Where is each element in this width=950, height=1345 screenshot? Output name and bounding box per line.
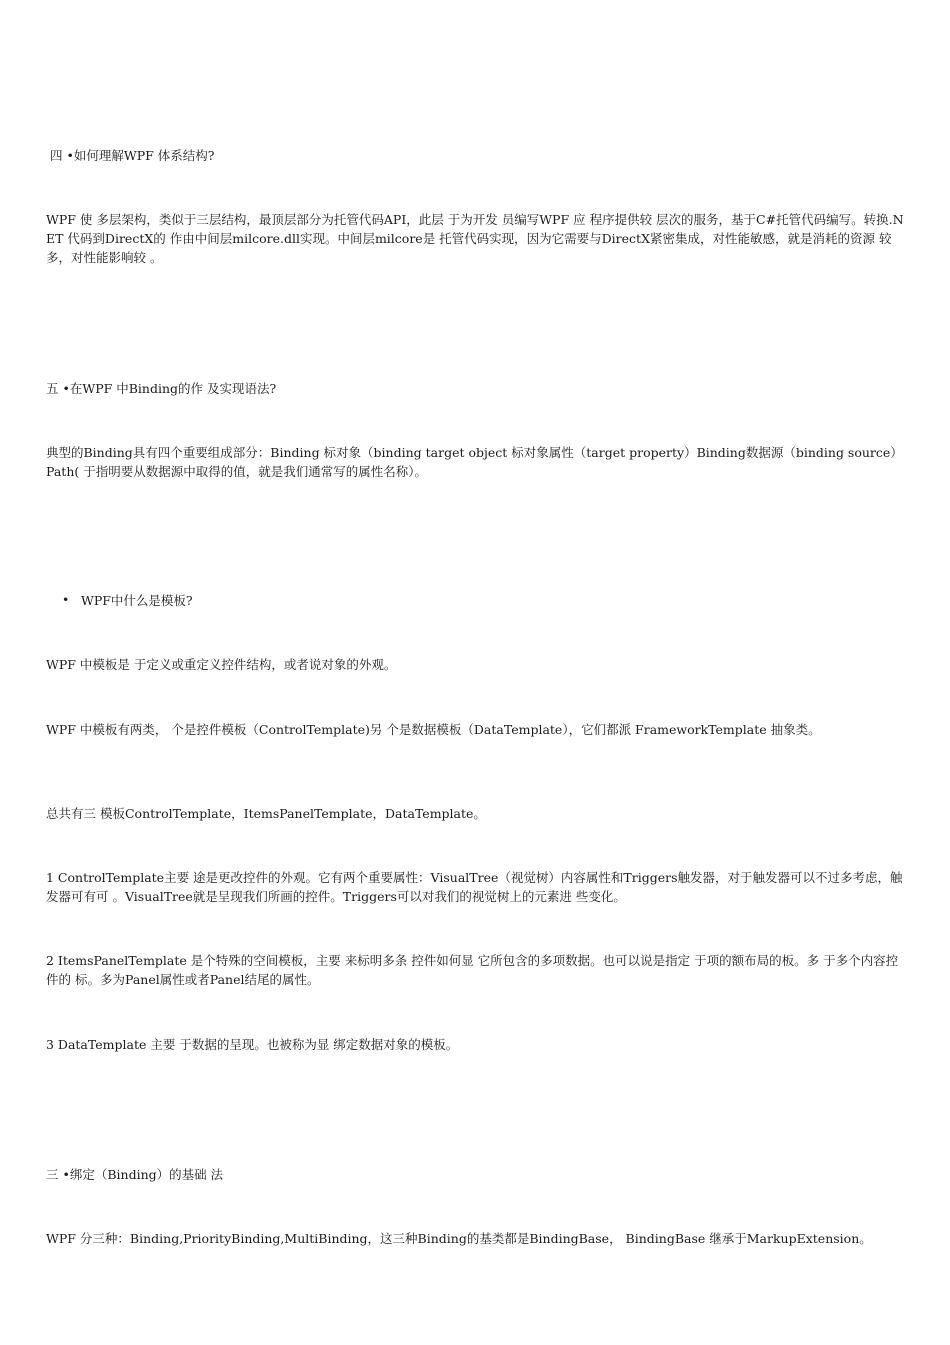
section-five-heading: 五 •在WPF 中Binding的作 及实现语法? (46, 381, 277, 396)
template-paragraph-4: 1 ControlTemplate主要 途是更改控件的外观。它有两个重要属性：VisualTree（视觉树）内容属性和Triggers触发器，对于触发器可以不过多考虑，触发器可有可 。VisualTree就是呈现我们所画的控件。Triggers可以对我们的视觉树上的元素进 些变化。 (46, 870, 903, 904)
section-three-heading: 三 •绑定（Binding）的基础 法 (46, 1167, 224, 1182)
section-three-paragraph: WPF 分三种：Binding,PriorityBinding,MultiBinding，这三种Binding的基类都是BindingBase， BindingBase 继承于MarkupExtension。 (46, 1231, 872, 1246)
template-paragraph-2: WPF 中模板有两类， 个是控件模板（ControlTemplate)另 个是数据模板（DataTemplate），它们都派 FrameworkTemplate 抽象类。 (46, 722, 821, 737)
section-four-paragraph: WPF 使 多层架构，类似于三层结构，最顶层部分为托管代码API，此层 于为开发 员编写WPF 应 程序提供较 层次的服务，基于C#托管代码编写。转换.NET 代码到DirectX的 作由中间层milcore.dll实现。中间层milcore是 托管代码实现，因为它需要与DirectX紧密集成，对性能敏感，就是消耗的资源 较多，对性能影响较 。 (46, 212, 904, 265)
bullet-icon: • (62, 592, 70, 607)
template-paragraph-5: 2 ItemsPanelTemplate 是个特殊的空间模板，主要 来标明多条 控件如何显 它所包含的多项数据。也可以说是指定 于项的额布局的板。多 于多个内容控件的 标。多为Panel属性或者Panel结尾的属性。 (46, 953, 899, 987)
template-paragraph-3: 总共有三 模板ControlTemplate，ItemsPanelTemplate，DataTemplate。 (46, 806, 486, 821)
section-template-heading: WPF中什么是模板? (81, 593, 193, 608)
template-paragraph-1: WPF 中模板是 于定义或重定义控件结构，或者说对象的外观。 (46, 657, 397, 672)
section-four-heading: 四 •如何理解WPF 体系结构? (50, 148, 215, 163)
section-five-paragraph: 典型的Binding具有四个重要组成部分：Binding 标对象（binding target object 标对象属性（target property）Binding数据源（binding source）Path( 于指明要从数据源中取得的值，就是我们通常写的属性名称）。 (46, 445, 903, 479)
template-paragraph-6: 3 DataTemplate 主要 于数据的呈现。也被称为显 绑定数据对象的模板。 (46, 1037, 459, 1052)
